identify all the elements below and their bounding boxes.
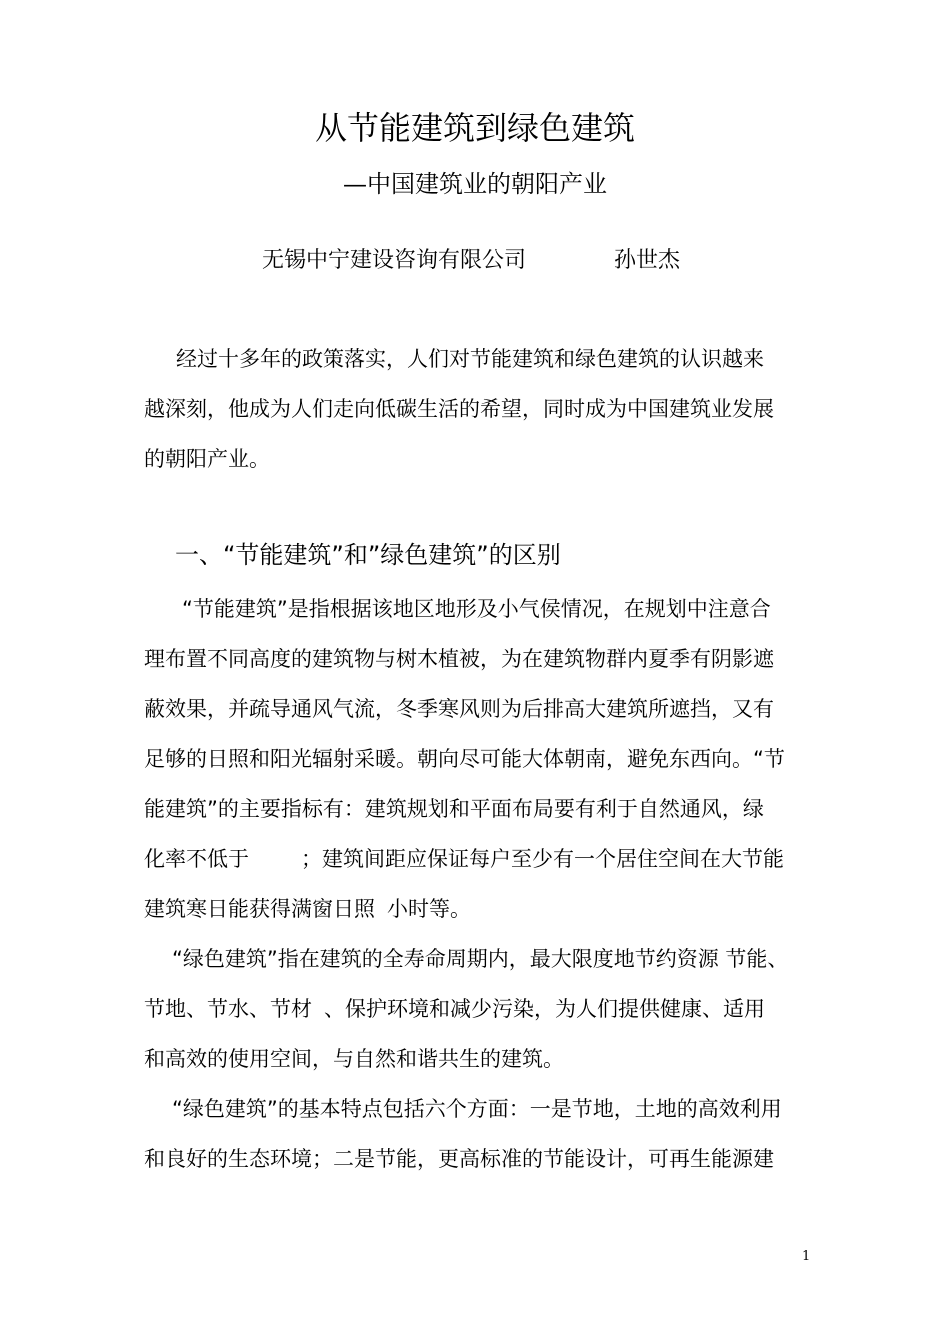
document-subtitle: —中国建筑业的朝阳产业 [343, 170, 607, 198]
author-name: 孙世杰 [614, 248, 681, 273]
byline [262, 244, 680, 278]
paragraph-line: “绿色建筑”指在建筑的全寿命周期内，最大限度地节约资源 节能、 [172, 947, 789, 971]
paragraph-line: 建筑寒日能获得满窗日照 小时等。 [144, 897, 471, 921]
paragraph-line: 足够的日照和阳光辐射采暖。朝向尽可能大体朝南，避免东西向。“节 [144, 747, 785, 771]
paragraph-line: 的朝阳产业。 [144, 447, 270, 471]
paragraph-line: 和良好的生态环境；二是节能，更高标准的节能设计，可再生能源建 [144, 1147, 774, 1171]
intro-paragraph [144, 334, 806, 484]
paragraph-line: 蔽效果，并疏导通风气流，冬季寒风则为后排高大建筑所遮挡，又有 [144, 697, 774, 721]
paragraph-line: 经过十多年的政策落实，人们对节能建筑和绿色建筑的认识越来 [176, 347, 764, 371]
paragraph-line: 理布置不同高度的建筑物与树木植被，为在建筑物群内夏季有阴影遮 [144, 647, 774, 671]
paragraph-line: 节地、节水、节材 、保护环境和减少污染，为人们提供健康、适用 [144, 997, 765, 1021]
organization-name: 无锡中宁建设咨询有限公司 [262, 248, 527, 273]
section-heading: 一、“节能建筑”和”绿色建筑”的区别 [175, 541, 561, 569]
paragraph-line: “绿色建筑”的基本特点包括六个方面：一是节地，土地的高效利用 [172, 1097, 782, 1121]
document-title: 从节能建筑到绿色建筑 [314, 109, 635, 147]
paragraph-line: “节能建筑”是指根据该地区地形及小气侯情况，在规划中注意合 [182, 597, 771, 621]
page-number: 1 [802, 1249, 811, 1264]
paragraph-line: 化率不低于 ；建筑间距应保证每户至少有一个居住空间在大节能 [144, 847, 784, 871]
paragraph-line: 越深刻，他成为人们走向低碳生活的希望，同时成为中国建筑业发展 [144, 397, 774, 421]
section-body [144, 584, 806, 1184]
paragraph-line: 和高效的使用空间，与自然和谐共生的建筑。 [144, 1047, 564, 1071]
paragraph-line: 能建筑”的主要指标有：建筑规划和平面布局要有利于自然通风，绿 [144, 797, 764, 821]
